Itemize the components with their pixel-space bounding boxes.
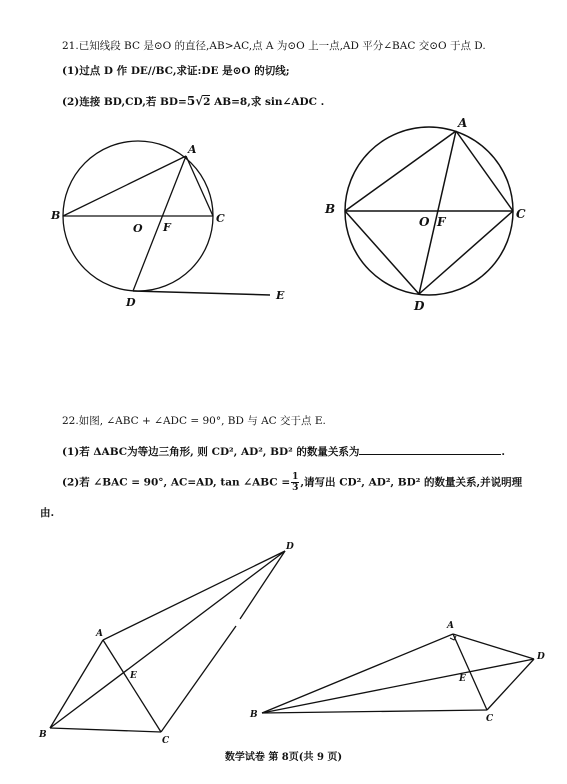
fig21-1 [63, 141, 270, 295]
fig22-2-label-E: E [459, 674, 466, 684]
fig21-2-label-B: B [325, 202, 336, 216]
fig22-2-label-B: B [250, 710, 258, 720]
fig22-1-label-A: A [96, 629, 103, 639]
fraction-denominator: 3 [292, 483, 299, 493]
fig21-1-line-BA [63, 156, 186, 216]
fig21-2-label-O: O [419, 215, 430, 229]
fraction [291, 472, 299, 493]
fig21-1-label-C: C [216, 212, 225, 225]
fig21-2-label-F: F [437, 215, 446, 229]
fig22-1-line-CD-b [240, 551, 285, 619]
fig22-2 [262, 634, 534, 713]
fig21-1-line-DE [133, 291, 270, 295]
fig21-2-line-AD [419, 131, 456, 294]
answer-blank [359, 445, 501, 455]
fig21-2-label-A: A [458, 116, 468, 130]
fig22-1-line-CD-a [161, 626, 236, 732]
fig21-1-label-O: O [133, 222, 143, 235]
q21-part2-radicand: 2 [203, 96, 211, 108]
fig21-1-label-A: A [188, 143, 197, 156]
fig22-2-line-AD [453, 634, 534, 659]
sqrt-symbol: √ [195, 94, 204, 108]
q21-part2-prefix: (2)连接 BD,CD,若 BD= [62, 96, 187, 108]
fig21-1-label-F: F [163, 221, 171, 234]
fig22-1-label-D: D [286, 542, 294, 552]
q22-part1 [62, 444, 505, 459]
fig21-1-label-E: E [276, 289, 285, 302]
q22-part1-end: . [501, 446, 506, 458]
fig22-2-line-BA [262, 634, 453, 713]
fig22-1-label-B: B [39, 730, 47, 740]
fig22-2-line-BD [262, 659, 534, 713]
q22-part2-prefix: (2)若 ∠BAC = 90°, AC=AD, tan ∠ABC = [62, 476, 291, 489]
fig22-2-line-BC [262, 710, 487, 713]
q22-part2 [62, 472, 522, 493]
q21-part1: (1)过点 D 作 DE//BC,求证:DE 是⊙O 的切线; [62, 65, 290, 77]
fig21-2-label-C: C [516, 207, 526, 221]
fig22-1-line-BD [50, 551, 285, 728]
page-footer: 数学试卷 第 8页(共 9 页) [224, 752, 343, 763]
fig21-2-line-AC [456, 131, 513, 211]
q22-part1-text: (1)若 ΔABC为等边三角形, 则 CD², AD², BD² 的数量关系为 [62, 446, 360, 458]
fig21-2 [345, 127, 513, 295]
fig22-2-label-D: D [537, 652, 545, 662]
q22-part2-suffix: ,请写出 CD², AD², BD² 的数量关系,并说明理 [300, 476, 523, 489]
fig21-1-label-D: D [126, 296, 136, 309]
fig22-1-line-BC [50, 728, 161, 732]
fig21-2-line-BA [345, 131, 456, 211]
fig22-1 [50, 551, 285, 732]
fig21-2-line-CD [419, 211, 513, 294]
fig21-1-line-AC [186, 156, 213, 216]
fig22-1-line-AD [103, 551, 285, 640]
fig22-1-line-AB [50, 640, 103, 728]
fig21-1-label-B: B [51, 209, 61, 222]
fig22-1-line-AC [103, 640, 161, 732]
fig21-2-label-D: D [414, 299, 425, 313]
q21-part2-coef: 5 [186, 94, 196, 108]
fig22-1-label-C: C [162, 736, 170, 746]
q22-stem: 22.如图, ∠ABC + ∠ADC = 90°, BD 与 AC 交于点 E. [62, 415, 326, 427]
q22-part2-cont: 由. [40, 507, 55, 519]
q21-stem: 21.已知线段 BC 是⊙O 的直径,AB>AC,点 A 为⊙O 上一点,AD 平分∠BAC 交⊙O 于点 D. [62, 40, 486, 52]
fig22-2-label-C: C [486, 714, 494, 724]
fig22-2-label-A: A [447, 621, 454, 631]
fraction-numerator: 1 [292, 472, 299, 482]
fig22-1-label-E: E [130, 671, 137, 681]
q21-part2-suffix: AB=8,求 sin∠ADC . [214, 96, 325, 108]
